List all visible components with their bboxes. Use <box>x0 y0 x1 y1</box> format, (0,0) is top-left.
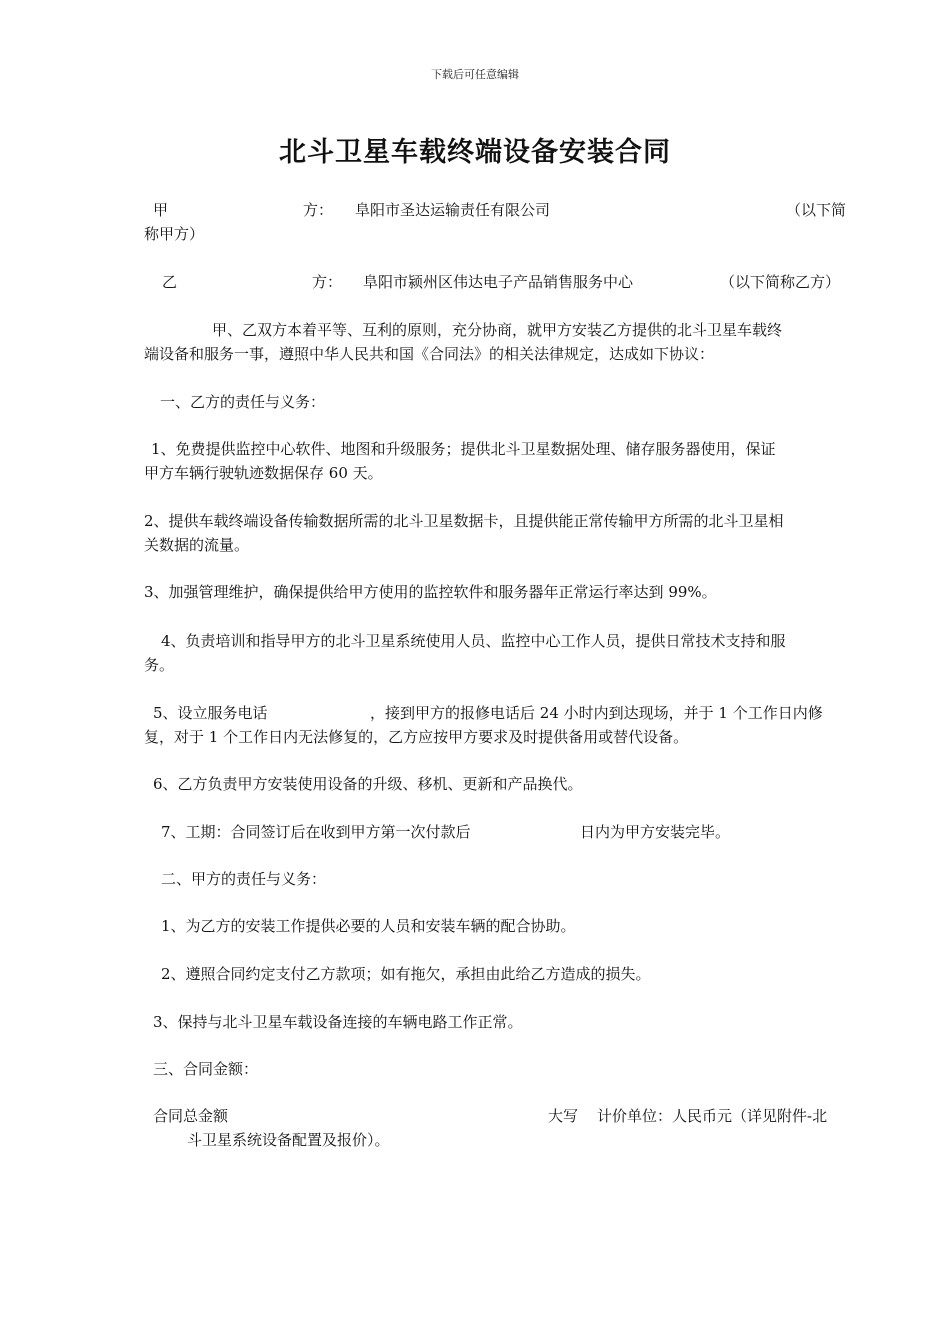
section1-item3: 3、加强管理维护，确保提供给甲方使用的监控软件和服务器年正常运行率达到 99%。 <box>144 583 717 601</box>
party-b-suffix: （以下简称乙方） <box>720 273 841 291</box>
section3-heading: 三、合同金额： <box>153 1060 259 1078</box>
section1-item6: 6、乙方负责甲方安装使用设备的升级、移机、更新和产品换代。 <box>153 775 583 793</box>
section2-item3: 3、保持与北斗卫星车载设备连接的车辆电路工作正常。 <box>153 1013 523 1031</box>
party-a-label-end: 方： <box>303 201 334 219</box>
section1-item4-line1: 4、负责培训和指导甲方的北斗卫星系统使用人员、监控中心工作人员，提供日常技术支持和服 <box>161 632 786 650</box>
section3-total-label: 合同总金额 <box>153 1107 229 1125</box>
section1-item2-line1: 2、提供车载终端设备传输数据所需的北斗卫星数据卡，且提供能正常传输甲方所需的北斗卫星相 <box>144 512 784 530</box>
party-b-label-end: 方： <box>312 273 343 291</box>
section1-heading: 一、乙方的责任与义务： <box>160 393 326 411</box>
section2-heading: 二、甲方的责任与义务： <box>161 870 327 888</box>
header-note: 下载后可任意编辑 <box>431 68 519 81</box>
section2-item1: 1、为乙方的安装工作提供必要的人员和安装车辆的配合协助。 <box>161 917 576 935</box>
party-b-name: 阜阳市颍州区伟达电子产品销售服务中心 <box>363 273 634 291</box>
party-a-name: 阜阳市圣达运输责任有限公司 <box>355 201 551 219</box>
party-a-suffix-2: 称甲方） <box>144 225 205 243</box>
section1-item7-part1: 7、工期：合同签订后在收到甲方第一次付款后 <box>161 823 471 841</box>
section1-item7-part2: 日内为甲方安装完毕。 <box>580 823 731 841</box>
party-a-label-start: 甲 <box>153 201 169 219</box>
intro-line-2: 端设备和服务一事，遵照中华人民共和国《合同法》的相关法律规定，达成如下协议： <box>144 345 715 363</box>
section3-unit-line2: 斗卫星系统设备配置及报价）。 <box>187 1131 390 1149</box>
section1-item4-line2: 务。 <box>144 656 175 674</box>
section3-unit-line1: 计价单位：人民币元（详见附件-北 <box>597 1107 828 1125</box>
section1-item1-line1: 1、免费提供监控中心软件、地图和升级服务；提供北斗卫星数据处理、储存服务器使用，保证 <box>151 440 776 458</box>
section1-item5-line2: 复，对于 1 个工作日内无法修复的，乙方应按甲方要求及时提供备用或替代设备。 <box>144 728 689 746</box>
section2-item2: 2、遵照合同约定支付乙方款项；如有拖欠，承担由此给乙方造成的损失。 <box>161 965 651 983</box>
section3-daxie: 大写 <box>548 1107 579 1125</box>
party-a-suffix-1: （以下简 <box>786 201 847 219</box>
section1-item5-part2: ，接到甲方的报修电话后 24 小时内到达现场，并于 1 个工作日内修 <box>370 704 823 722</box>
section1-item1-line2: 甲方车辆行驶轨迹数据保存 60 天。 <box>144 464 383 482</box>
section1-item5-part1: 5、设立服务电话 <box>153 704 268 722</box>
section1-item2-line2: 关数据的流量。 <box>144 536 250 554</box>
party-b-label-start: 乙 <box>162 273 178 291</box>
document-title: 北斗卫星车载终端设备安装合同 <box>279 137 671 168</box>
intro-line-1: 甲、乙双方本着平等、互利的原则，充分协商，就甲方安装乙方提供的北斗卫星车载终 <box>212 321 783 339</box>
